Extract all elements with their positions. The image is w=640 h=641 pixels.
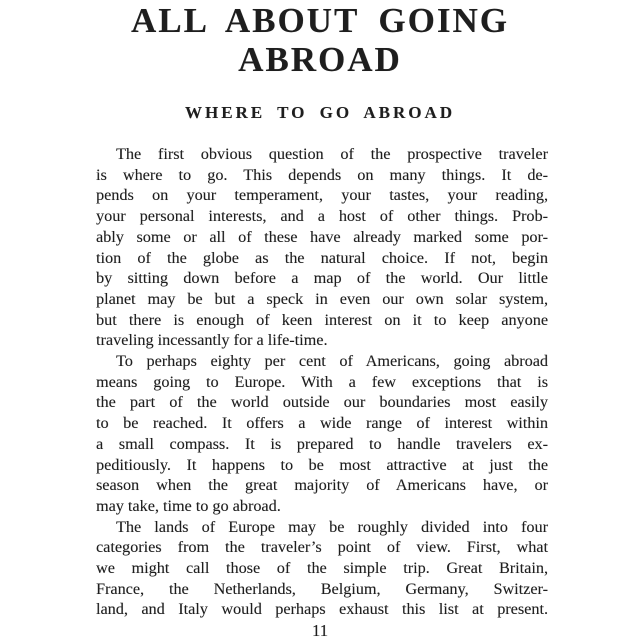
- body-line: peditiously. It happens to be most attractive at just the: [96, 455, 548, 474]
- body-line: The lands of Europe may be roughly divided into four: [116, 517, 548, 536]
- body-line: categories from the traveler’s point of view. First, what: [96, 538, 548, 557]
- body-line: tion of the globe as the natural choice. If not, begin: [96, 248, 548, 267]
- body-line: pends on your temperament, your tastes, your reading,: [96, 186, 548, 205]
- body-line: the part of the world outside our boundaries most easily: [96, 393, 548, 412]
- book-title-line-1: ALL ABOUT GOING: [130, 1, 509, 40]
- body-line: may take, time to go abroad.: [96, 496, 281, 515]
- chapter-heading: WHERE TO GO ABROAD: [184, 103, 456, 122]
- body-line: is where to go. This depends on many things. It de-: [96, 165, 548, 184]
- body-line: land, and Italy would perhaps exhaust this list at present.: [96, 600, 548, 619]
- body-line: ably some or all of these have already marked some por-: [96, 227, 548, 246]
- body-line: The first obvious question of the prospective traveler: [116, 145, 548, 163]
- paragraph-2: [96, 351, 548, 517]
- body-line: season when the great majority of Americans have, or: [96, 476, 548, 495]
- book-title: [0, 1, 640, 79]
- body-line: by sitting down before a map of the world. Our little: [96, 269, 548, 288]
- body-line: we might call those of the simple trip. Great Britain,: [96, 559, 548, 578]
- body-line: To perhaps eighty per cent of Americans, going abroad: [116, 352, 548, 371]
- body-line: traveling incessantly for a life-time.: [96, 331, 328, 350]
- body-line: to be reached. It offers a wide range of interest within: [96, 414, 548, 433]
- book-title-line-2: ABROAD: [238, 40, 402, 79]
- paragraph-1: [96, 144, 548, 351]
- body-line: a small compass. It is prepared to handle travelers ex-: [96, 434, 548, 453]
- body-line: your personal interests, and a host of other things. Prob-: [96, 207, 548, 226]
- body-line: means going to Europe. With a few exceptions that is: [96, 372, 548, 391]
- body-text: [96, 144, 548, 620]
- body-line: France, the Netherlands, Belgium, Germany, Switzer-: [96, 579, 548, 598]
- body-line: but there is enough of keen interest on it to keep anyone: [96, 310, 548, 329]
- page-number: 11: [311, 621, 329, 640]
- body-line: planet may be but a speck in even our own solar system,: [96, 289, 548, 308]
- paragraph-3: [96, 517, 548, 621]
